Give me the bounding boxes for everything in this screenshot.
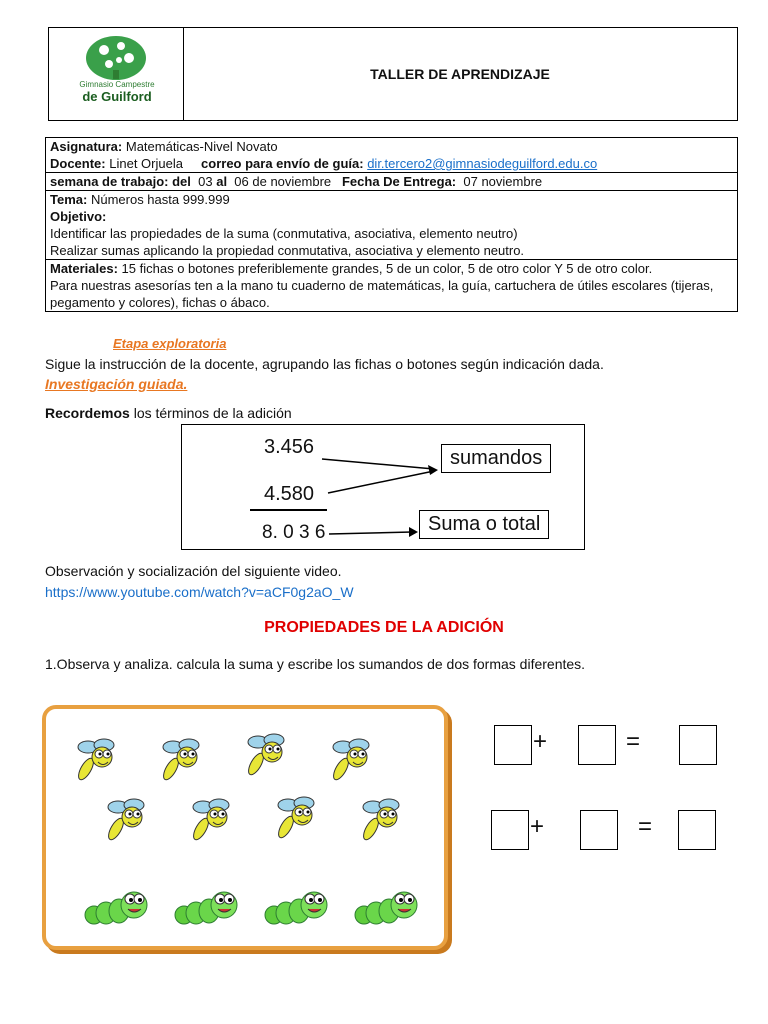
correo-link[interactable]: dir.tercero2@gimnasiodeguilford.edu.co [367,156,598,171]
header-table [48,27,738,121]
arrow-line-2 [328,471,434,493]
fly-icon [76,739,114,782]
recordemos-bold: Recordemos [45,405,130,421]
docente-label: Docente: [50,156,106,171]
logo-line2: de Guilford [82,89,152,104]
ejercicio-1: 1.Observa y analiza. calcula la suma y escribe los sumandos de dos formas diferentes. [45,656,586,672]
materiales-value: 15 fichas o botones preferiblemente grandes, 5 de un color, 5 de otro color Y 5 de otro color. [121,261,653,276]
info-table [45,137,738,312]
sumandos-label: sumandos [441,444,551,473]
plus-sign: + [530,813,545,840]
tema-value: Números hasta 999.999 [90,192,230,207]
info-row-materiales [46,260,737,311]
fly-icon [331,739,369,782]
school-logo [49,28,184,120]
logo-line1: Gimnasio Campestre [79,80,155,89]
equals-sign: = [638,813,653,840]
video-link[interactable]: https://www.youtube.com/watch?v=aCF0g2aO_W [45,584,354,600]
sum-total: 8. 0 3 6 [262,522,326,543]
arrow-line-3 [329,532,412,534]
addend-2: 4.580 [264,483,315,505]
arrow-head-2 [409,527,418,537]
caterpillar-icon [355,892,417,924]
caterpillar-icon [85,892,147,924]
answer-box[interactable] [491,810,529,850]
caterpillar-icon [265,892,327,924]
answer-box[interactable] [494,725,532,765]
fly-icon [106,799,144,842]
observacion-text: Observación y socialización del siguiente video. [45,563,342,579]
asignatura-value: Matemáticas-Nivel Novato [125,139,278,154]
semana-label: semana de trabajo: del [50,174,191,189]
answer-box[interactable] [580,810,618,850]
instruccion-text: Sigue la instrucción de la docente, agrupando las fichas o botones según indicación dada. [45,356,604,372]
objetivo-label: Objetivo: [50,209,107,224]
materiales-label: Materiales: [50,261,118,276]
semana-al: 06 de noviembre [234,174,332,189]
fly-icon [276,797,314,840]
info-row-asignatura [46,138,737,173]
insects-illustration [46,709,444,946]
al-label: al [216,174,228,189]
addend-1: 3.456 [264,436,315,458]
answer-box[interactable] [678,810,716,850]
objetivo-1: Identificar las propiedades de la suma (conmutativa, asociativa, elemento neutro) [50,226,518,241]
answer-box[interactable] [578,725,616,765]
entrega-label: Fecha De Entrega: [341,174,457,189]
info-row-tema [46,191,737,260]
arrow-line-1 [322,459,434,469]
asignatura-label: Asignatura: [50,139,123,154]
propiedades-title: PROPIEDADES DE LA ADICIÓN [264,619,504,636]
etapa-exploratoria: Etapa exploratoria [113,336,227,351]
investigacion-guiada: Investigación guiada. [45,376,188,392]
docente-value: Linet Orjuela [109,156,183,171]
equals-sign: = [626,728,641,755]
addition-diagram [181,424,585,550]
page-title: TALLER DE APRENDIZAJE [370,66,550,82]
recordemos-rest: los términos de la adición [129,405,292,421]
tema-label: Tema: [50,192,88,207]
tree-logo-icon [49,28,183,120]
recordemos-text [45,404,292,422]
fly-icon [361,799,399,842]
plus-sign: + [533,728,548,755]
entrega-value: 07 noviembre [463,174,543,189]
answer-box[interactable] [679,725,717,765]
fly-icon [246,734,284,777]
fly-icon [191,799,229,842]
caterpillar-icon [175,892,237,924]
correo-label: correo para envío de guía: [201,156,364,171]
objetivo-2: Realizar sumas aplicando la propiedad conmutativa, asociativa y elemento neutro. [50,243,525,258]
info-row-semana [46,173,737,191]
fly-icon [161,739,199,782]
insect-picture-frame [42,705,448,950]
materiales-2: Para nuestras asesorías ten a la mano tu cuaderno de matemáticas, la guía, cartuchera de útiles escolares (tijeras, pegamento y colores), fichas o ábaco. [50,278,714,310]
arrow-head-1 [428,465,438,475]
semana-del: 03 [198,174,213,189]
total-label: Suma o total [419,510,549,539]
